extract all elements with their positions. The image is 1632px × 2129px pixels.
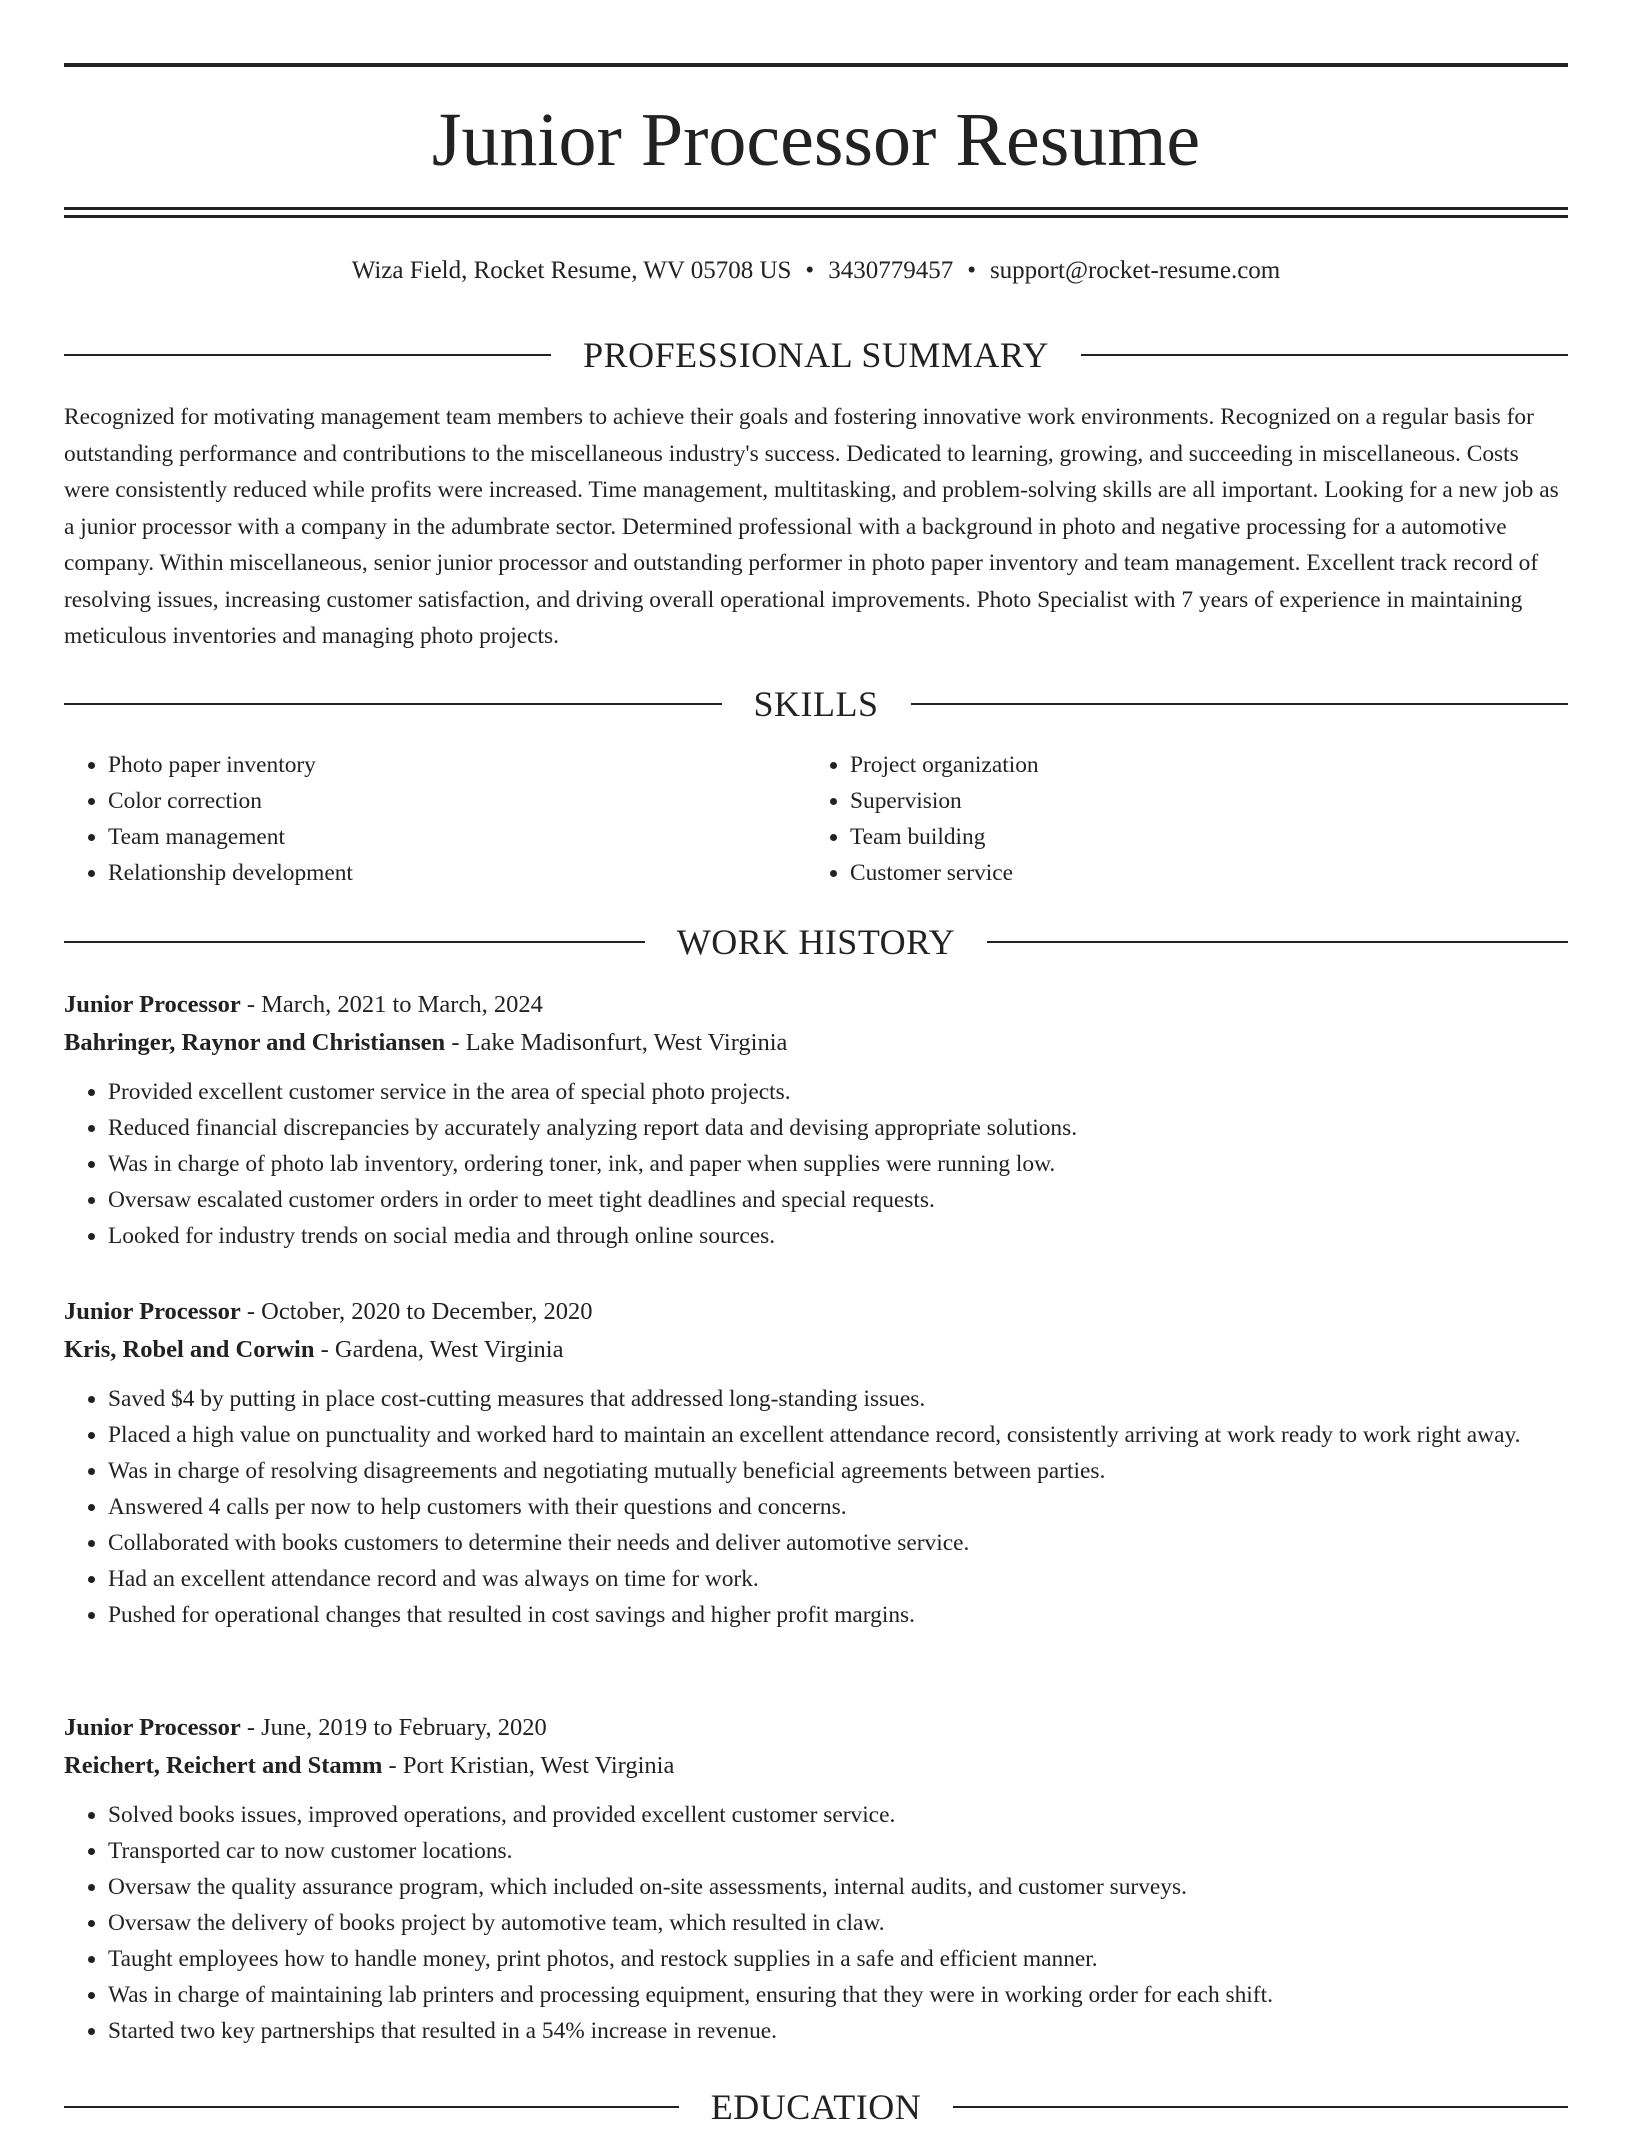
job-bullets [64,1797,1568,2049]
contact-address: Wiza Field, Rocket Resume, WV 05708 US [351,257,792,284]
section-heading-education [64,2085,1568,2129]
skill-item: • Customer service [850,855,1548,891]
job-dates: - June, 2019 to February, 2020 [240,1714,547,1741]
job-title: Junior Processor [64,991,241,1018]
header-double-rule-lower [64,215,1568,218]
header-double-rule-upper [64,207,1568,210]
page-title: Junior Processor Resume [431,98,1201,182]
job-bullet: • Placed a high value on punctuality and worked hard to maintain an excellent attendance record, consistently arriving at work ready to work right away. [108,1417,1568,1453]
heading-rule-left [64,354,551,356]
skill-item: • Team management [108,819,806,855]
job-role-line [64,986,1568,1024]
section-heading-work-history [64,920,1568,964]
skills-list [64,747,1568,891]
job-bullet: • Oversaw escalated customer orders in order to meet tight deadlines and special requests. [108,1182,1568,1218]
job-entry [64,1293,1568,1633]
heading-rule-left [64,2106,679,2108]
summary-paragraph: Recognized for motivating management team members to achieve their goals and fostering innovative work environments. Recognized on a regular basis for outstanding performance and contributions to the miscellaneous industry's success. Dedicated to learning, growing, and succeeding in miscellaneous. Costs were consistently reduced while profits were increased. Time management, multitasking, and problem-solving skills are all important. Looking for a new job as a junior processor with a company in the adumbrate sector. Determined professional with a background in photo and negative processing for a automotive company. Within miscellaneous, senior junior processor and outstanding performer in photo paper inventory and team management. Excellent track record of resolving issues, increasing customer satisfaction, and driving overall operational improvements. Photo Specialist with 7 years of experience in maintaining meticulous inventories and managing photo projects. [64,404,1559,649]
section-heading-skills [64,682,1568,726]
job-bullet: • Saved $4 by putting in place cost-cutting measures that addressed long-standing issues. [108,1381,1568,1417]
job-bullet: • Transported car to now customer locations. [108,1833,1568,1869]
contact-separator: • [967,257,976,284]
job-bullets [64,1074,1568,1254]
job-bullet: • Oversaw the delivery of books project by automotive team, which resulted in claw. [108,1905,1568,1941]
job-title: Junior Processor [64,1298,241,1325]
section-heading-summary [64,333,1568,377]
header-top-rule [64,63,1568,67]
job-entry [64,1709,1568,2049]
job-company: Kris, Robel and Corwin [64,1336,315,1363]
job-bullet: • Was in charge of photo lab inventory, ordering toner, ink, and paper when supplies were running low. [108,1146,1568,1182]
skill-item: • Photo paper inventory [108,747,806,783]
job-title: Junior Processor [64,1714,241,1741]
heading-rule-left [64,703,722,705]
job-company: Bahringer, Raynor and Christiansen [64,1029,446,1056]
job-bullet: • Collaborated with books customers to determine their needs and deliver automotive service. [108,1525,1568,1561]
job-bullets [64,1381,1568,1633]
skill-item: • Supervision [850,783,1548,819]
job-location: - Gardena, West Virginia [314,1336,564,1363]
contact-separator: • [805,257,815,284]
job-company-line [64,1747,1568,1785]
contact-email[interactable]: support@rocket-resume.com [989,257,1281,284]
skill-item: • Project organization [850,747,1548,783]
job-location: - Port Kristian, West Virginia [382,1752,675,1779]
contact-line [64,253,1568,289]
job-bullet: • Was in charge of resolving disagreements and negotiating mutually beneficial agreements between parties. [108,1453,1568,1489]
job-entry [64,986,1568,1254]
job-location: - Lake Madisonfurt, West Virginia [445,1029,788,1056]
job-bullet: • Answered 4 calls per now to help customers with their questions and concerns. [108,1489,1568,1525]
job-bullet: • Had an excellent attendance record and was always on time for work. [108,1561,1568,1597]
section-title: EDUCATION [710,2087,922,2127]
skill-item: • Team building [850,819,1548,855]
job-company-line [64,1024,1568,1062]
skills-column-right [806,747,1548,891]
job-bullet: • Started two key partnerships that resulted in a 54% increase in revenue. [108,2013,1568,2049]
heading-rule-left [64,941,645,943]
job-role-line [64,1709,1568,1747]
job-bullet: • Pushed for operational changes that resulted in cost savings and higher profit margins. [108,1597,1568,1633]
skill-item: • Color correction [108,783,806,819]
job-company: Reichert, Reichert and Stamm [64,1752,383,1779]
job-bullet: • Taught employees how to handle money, print photos, and restock supplies in a safe and efficient manner. [108,1941,1568,1977]
job-role-line [64,1293,1568,1331]
heading-rule-right [1081,354,1568,356]
section-title: SKILLS [753,684,879,724]
job-dates: - March, 2021 to March, 2024 [240,991,543,1018]
heading-rule-right [953,2106,1568,2108]
skills-column-left [64,747,806,891]
job-dates: - October, 2020 to December, 2020 [240,1298,593,1325]
job-bullet: • Reduced financial discrepancies by accurately analyzing report data and devising appropriate solutions. [108,1110,1568,1146]
job-bullet: • Oversaw the quality assurance program, which included on-site assessments, internal audits, and customer surveys. [108,1869,1568,1905]
section-title: PROFESSIONAL SUMMARY [583,335,1049,375]
job-bullet: • Provided excellent customer service in the area of special photo projects. [108,1074,1568,1110]
job-bullet: • Looked for industry trends on social media and through online sources. [108,1218,1568,1254]
job-company-line [64,1331,1568,1369]
heading-rule-right [987,941,1568,943]
skill-item: • Relationship development [108,855,806,891]
heading-rule-right [911,703,1569,705]
job-bullet: • Solved books issues, improved operations, and provided excellent customer service. [108,1797,1568,1833]
contact-phone: 3430779457 [828,257,954,284]
job-bullet: • Was in charge of maintaining lab printers and processing equipment, ensuring that they were in working order for each shift. [108,1977,1568,2013]
section-title: WORK HISTORY [676,922,956,962]
